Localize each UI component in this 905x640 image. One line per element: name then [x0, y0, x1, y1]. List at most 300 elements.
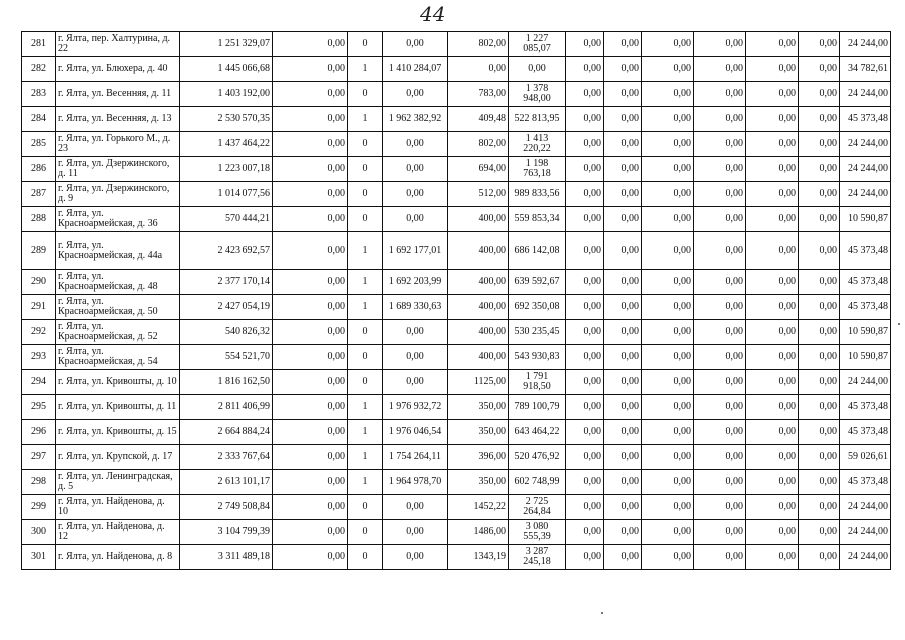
value-cell: 789 100,79: [509, 395, 566, 420]
total-cell: 34 782,61: [840, 57, 891, 82]
table-row: [22, 320, 891, 345]
row-number-cell: 295: [22, 395, 56, 420]
value-cell: 0,00: [604, 395, 642, 420]
value-cell: 0,00: [694, 370, 746, 395]
value-cell: 0,00: [694, 345, 746, 370]
value-cell: 0,00: [273, 270, 348, 295]
value-cell: 0,00: [694, 320, 746, 345]
value-cell: 1 437 464,22: [180, 132, 273, 157]
address-cell: г. Ялта, ул. Весенняя, д. 11: [56, 82, 180, 107]
total-cell: 10 590,87: [840, 345, 891, 370]
table-row: [22, 445, 891, 470]
value-cell: 0,00: [566, 420, 604, 445]
value-cell: 0,00: [746, 232, 799, 270]
row-number-cell: 282: [22, 57, 56, 82]
value-cell: 0,00: [642, 32, 694, 57]
value-cell: 0,00: [604, 445, 642, 470]
value-cell: 0,00: [273, 345, 348, 370]
value-cell: 0,00: [273, 370, 348, 395]
row-number-cell: 281: [22, 32, 56, 57]
value-cell: 0,00: [566, 157, 604, 182]
count-cell: 0: [348, 132, 383, 157]
address-cell: г. Ялта, ул. Кривошты, д. 15: [56, 420, 180, 445]
value-cell: 0,00: [383, 345, 448, 370]
value-cell: 0,00: [383, 207, 448, 232]
value-cell: 0,00: [642, 495, 694, 520]
count-cell: 0: [348, 207, 383, 232]
value-cell: 0,00: [566, 82, 604, 107]
row-number-cell: 294: [22, 370, 56, 395]
value-cell: 2 377 170,14: [180, 270, 273, 295]
value-cell: 0,00: [642, 295, 694, 320]
table-row: [22, 232, 891, 270]
value-cell: 0,00: [799, 132, 840, 157]
value-cell: 0,00: [642, 545, 694, 570]
value-cell: 0,00: [566, 545, 604, 570]
value-cell: 554 521,70: [180, 345, 273, 370]
value-cell: 0,00: [273, 520, 348, 545]
value-cell: 0,00: [642, 395, 694, 420]
value-cell: 570 444,21: [180, 207, 273, 232]
count-cell: 1: [348, 57, 383, 82]
value-cell: 1343,19: [448, 545, 509, 570]
value-cell: 0,00: [799, 320, 840, 345]
value-cell: 0,00: [694, 57, 746, 82]
total-cell: 24 244,00: [840, 495, 891, 520]
value-cell: 540 826,32: [180, 320, 273, 345]
value-cell: 0,00: [509, 57, 566, 82]
value-cell: 543 930,83: [509, 345, 566, 370]
total-cell: 24 244,00: [840, 370, 891, 395]
address-cell: г. Ялта, ул. Найденова, д. 12: [56, 520, 180, 545]
value-cell: 0,00: [383, 132, 448, 157]
address-cell: г. Ялта, ул. Крупской, д. 17: [56, 445, 180, 470]
value-cell: 0,00: [642, 270, 694, 295]
value-cell: 400,00: [448, 232, 509, 270]
value-cell: 0,00: [799, 232, 840, 270]
value-cell: 409,48: [448, 107, 509, 132]
value-cell: 0,00: [566, 520, 604, 545]
value-cell: 0,00: [799, 57, 840, 82]
value-cell: 0,00: [642, 107, 694, 132]
value-cell: 0,00: [799, 270, 840, 295]
value-cell: 0,00: [273, 420, 348, 445]
value-cell: 0,00: [566, 320, 604, 345]
value-cell: 0,00: [746, 32, 799, 57]
row-number-cell: 289: [22, 232, 56, 270]
count-cell: 0: [348, 370, 383, 395]
value-cell: 0,00: [383, 182, 448, 207]
row-number-cell: 288: [22, 207, 56, 232]
count-cell: 1: [348, 107, 383, 132]
value-cell: 0,00: [273, 445, 348, 470]
value-cell: 0,00: [273, 395, 348, 420]
value-cell: 0,00: [383, 370, 448, 395]
address-cell: г. Ялта, ул. Красноармейская, д. 36: [56, 207, 180, 232]
value-cell: 0,00: [383, 157, 448, 182]
value-cell: 0,00: [273, 320, 348, 345]
count-cell: 0: [348, 545, 383, 570]
row-number-cell: 292: [22, 320, 56, 345]
value-cell: 0,00: [746, 207, 799, 232]
value-cell: 1 692 203,99: [383, 270, 448, 295]
table-row: [22, 270, 891, 295]
value-cell: 3 080 555,39: [509, 520, 566, 545]
address-cell: г. Ялта, ул. Красноармейская, д. 44а: [56, 232, 180, 270]
value-cell: 0,00: [273, 157, 348, 182]
table-row: [22, 345, 891, 370]
value-cell: 1 198 763,18: [509, 157, 566, 182]
table-row: [22, 420, 891, 445]
value-cell: 0,00: [799, 182, 840, 207]
value-cell: 0,00: [746, 132, 799, 157]
value-cell: 1 445 066,68: [180, 57, 273, 82]
value-cell: 3 311 489,18: [180, 545, 273, 570]
address-cell: г. Ялта, ул. Красноармейская, д. 48: [56, 270, 180, 295]
count-cell: 1: [348, 395, 383, 420]
value-cell: 0,00: [694, 107, 746, 132]
value-cell: 0,00: [746, 470, 799, 495]
value-cell: 0,00: [273, 32, 348, 57]
value-cell: 0,00: [383, 320, 448, 345]
value-cell: 0,00: [746, 445, 799, 470]
value-cell: 2 333 767,64: [180, 445, 273, 470]
value-cell: 0,00: [799, 420, 840, 445]
row-number-cell: 293: [22, 345, 56, 370]
value-cell: 0,00: [799, 207, 840, 232]
value-cell: 0,00: [604, 157, 642, 182]
value-cell: 3 104 799,39: [180, 520, 273, 545]
value-cell: 0,00: [566, 395, 604, 420]
value-cell: 0,00: [642, 57, 694, 82]
table-row: [22, 370, 891, 395]
value-cell: 0,00: [694, 232, 746, 270]
value-cell: 1 754 264,11: [383, 445, 448, 470]
value-cell: 0,00: [604, 545, 642, 570]
value-cell: 1 964 978,70: [383, 470, 448, 495]
value-cell: 0,00: [694, 445, 746, 470]
value-cell: 0,00: [694, 495, 746, 520]
value-cell: 2 749 508,84: [180, 495, 273, 520]
count-cell: 0: [348, 182, 383, 207]
value-cell: 0,00: [799, 520, 840, 545]
value-cell: 0,00: [642, 207, 694, 232]
value-cell: 0,00: [273, 495, 348, 520]
value-cell: 0,00: [746, 420, 799, 445]
value-cell: 0,00: [642, 520, 694, 545]
value-cell: 0,00: [642, 182, 694, 207]
total-cell: 24 244,00: [840, 545, 891, 570]
value-cell: 0,00: [604, 207, 642, 232]
row-number-cell: 284: [22, 107, 56, 132]
row-number-cell: 300: [22, 520, 56, 545]
count-cell: 1: [348, 270, 383, 295]
total-cell: 24 244,00: [840, 82, 891, 107]
table-row: [22, 545, 891, 570]
value-cell: 0,00: [799, 157, 840, 182]
value-cell: 0,00: [273, 207, 348, 232]
value-cell: 0,00: [694, 270, 746, 295]
table-row: [22, 107, 891, 132]
value-cell: 1 692 177,01: [383, 232, 448, 270]
address-cell: г. Ялта, ул. Красноармейская, д. 54: [56, 345, 180, 370]
value-cell: 686 142,08: [509, 232, 566, 270]
row-number-cell: 287: [22, 182, 56, 207]
value-cell: 1 791 918,50: [509, 370, 566, 395]
total-cell: 45 373,48: [840, 395, 891, 420]
address-cell: г. Ялта, ул. Блюхера, д. 40: [56, 57, 180, 82]
cost-table: [21, 31, 891, 570]
value-cell: 0,00: [566, 107, 604, 132]
value-cell: 694,00: [448, 157, 509, 182]
value-cell: 0,00: [448, 57, 509, 82]
value-cell: 350,00: [448, 420, 509, 445]
value-cell: 0,00: [694, 395, 746, 420]
value-cell: 0,00: [642, 420, 694, 445]
value-cell: 559 853,34: [509, 207, 566, 232]
value-cell: 400,00: [448, 207, 509, 232]
value-cell: 0,00: [694, 470, 746, 495]
value-cell: 0,00: [799, 82, 840, 107]
value-cell: 1 403 192,00: [180, 82, 273, 107]
value-cell: 0,00: [604, 132, 642, 157]
count-cell: 1: [348, 232, 383, 270]
value-cell: 0,00: [604, 270, 642, 295]
value-cell: 0,00: [694, 32, 746, 57]
value-cell: 1 223 007,18: [180, 157, 273, 182]
value-cell: 602 748,99: [509, 470, 566, 495]
value-cell: 0,00: [746, 495, 799, 520]
table-row: [22, 207, 891, 232]
table-row: [22, 495, 891, 520]
value-cell: 0,00: [566, 207, 604, 232]
total-cell: 45 373,48: [840, 420, 891, 445]
value-cell: 0,00: [604, 82, 642, 107]
value-cell: 0,00: [604, 57, 642, 82]
value-cell: 0,00: [799, 295, 840, 320]
total-cell: 45 373,48: [840, 270, 891, 295]
count-cell: 1: [348, 470, 383, 495]
row-number-cell: 283: [22, 82, 56, 107]
value-cell: 0,00: [566, 32, 604, 57]
value-cell: 0,00: [383, 32, 448, 57]
value-cell: 0,00: [746, 345, 799, 370]
table-row: [22, 57, 891, 82]
value-cell: 0,00: [799, 32, 840, 57]
value-cell: 0,00: [694, 82, 746, 107]
value-cell: 1 378 948,00: [509, 82, 566, 107]
value-cell: 0,00: [566, 345, 604, 370]
value-cell: 0,00: [799, 107, 840, 132]
value-cell: 0,00: [694, 295, 746, 320]
count-cell: 0: [348, 520, 383, 545]
address-cell: г. Ялта, ул. Кривошты, д. 11: [56, 395, 180, 420]
value-cell: 0,00: [694, 182, 746, 207]
value-cell: 989 833,56: [509, 182, 566, 207]
value-cell: 0,00: [799, 470, 840, 495]
total-cell: 45 373,48: [840, 295, 891, 320]
value-cell: 0,00: [642, 370, 694, 395]
value-cell: 0,00: [604, 420, 642, 445]
address-cell: г. Ялта, пер. Халтурина, д. 22: [56, 32, 180, 57]
value-cell: 0,00: [566, 132, 604, 157]
table-row: [22, 520, 891, 545]
scan-speck: [601, 612, 603, 614]
value-cell: 400,00: [448, 320, 509, 345]
value-cell: 1 962 382,92: [383, 107, 448, 132]
value-cell: 0,00: [604, 495, 642, 520]
value-cell: 400,00: [448, 270, 509, 295]
table-row: [22, 132, 891, 157]
value-cell: 0,00: [273, 182, 348, 207]
value-cell: 0,00: [273, 57, 348, 82]
value-cell: 0,00: [273, 132, 348, 157]
value-cell: 0,00: [746, 295, 799, 320]
value-cell: 0,00: [746, 545, 799, 570]
value-cell: 3 287 245,18: [509, 545, 566, 570]
value-cell: 0,00: [642, 157, 694, 182]
value-cell: 0,00: [273, 107, 348, 132]
total-cell: 45 373,48: [840, 470, 891, 495]
total-cell: 24 244,00: [840, 32, 891, 57]
address-cell: г. Ялта, ул. Горького М., д. 23: [56, 132, 180, 157]
value-cell: 0,00: [566, 470, 604, 495]
value-cell: 2 725 264,84: [509, 495, 566, 520]
address-cell: г. Ялта, ул. Красноармейская, д. 50: [56, 295, 180, 320]
table-row: [22, 182, 891, 207]
value-cell: 1 410 284,07: [383, 57, 448, 82]
value-cell: 0,00: [604, 470, 642, 495]
value-cell: 0,00: [604, 107, 642, 132]
value-cell: 400,00: [448, 345, 509, 370]
total-cell: 24 244,00: [840, 182, 891, 207]
value-cell: 400,00: [448, 295, 509, 320]
value-cell: 2 613 101,17: [180, 470, 273, 495]
address-cell: г. Ялта, ул. Красноармейская, д. 52: [56, 320, 180, 345]
value-cell: 522 813,95: [509, 107, 566, 132]
value-cell: 0,00: [566, 445, 604, 470]
row-number-cell: 286: [22, 157, 56, 182]
value-cell: 0,00: [273, 82, 348, 107]
address-cell: г. Ялта, ул. Ленинградская, д. 5: [56, 470, 180, 495]
table-row: [22, 32, 891, 57]
value-cell: 0,00: [383, 82, 448, 107]
value-cell: 0,00: [746, 182, 799, 207]
value-cell: 396,00: [448, 445, 509, 470]
value-cell: 802,00: [448, 132, 509, 157]
row-number-cell: 285: [22, 132, 56, 157]
count-cell: 1: [348, 295, 383, 320]
address-cell: г. Ялта, ул. Дзержинского, д. 9: [56, 182, 180, 207]
count-cell: 0: [348, 345, 383, 370]
total-cell: 59 026,61: [840, 445, 891, 470]
value-cell: 0,00: [604, 232, 642, 270]
value-cell: 1 251 329,07: [180, 32, 273, 57]
value-cell: 0,00: [604, 370, 642, 395]
value-cell: 1 976 932,72: [383, 395, 448, 420]
value-cell: 350,00: [448, 395, 509, 420]
total-cell: 45 373,48: [840, 107, 891, 132]
value-cell: 0,00: [799, 495, 840, 520]
value-cell: 2 811 406,99: [180, 395, 273, 420]
value-cell: 0,00: [604, 32, 642, 57]
value-cell: 0,00: [566, 182, 604, 207]
address-cell: г. Ялта, ул. Найденова, д. 10: [56, 495, 180, 520]
table-row: [22, 470, 891, 495]
count-cell: 0: [348, 157, 383, 182]
value-cell: 0,00: [642, 470, 694, 495]
value-cell: 1 227 085,07: [509, 32, 566, 57]
value-cell: 2 664 884,24: [180, 420, 273, 445]
address-cell: г. Ялта, ул. Весенняя, д. 13: [56, 107, 180, 132]
address-cell: г. Ялта, ул. Кривошты, д. 10: [56, 370, 180, 395]
value-cell: 0,00: [566, 495, 604, 520]
row-number-cell: 290: [22, 270, 56, 295]
value-cell: 1 689 330,63: [383, 295, 448, 320]
table-row: [22, 82, 891, 107]
value-cell: 0,00: [799, 545, 840, 570]
value-cell: 2 423 692,57: [180, 232, 273, 270]
row-number-cell: 297: [22, 445, 56, 470]
value-cell: 0,00: [746, 320, 799, 345]
page-number: 44: [420, 2, 446, 26]
value-cell: 0,00: [799, 395, 840, 420]
row-number-cell: 291: [22, 295, 56, 320]
total-cell: 10 590,87: [840, 320, 891, 345]
value-cell: 1452,22: [448, 495, 509, 520]
value-cell: 0,00: [642, 320, 694, 345]
value-cell: 0,00: [566, 57, 604, 82]
value-cell: 0,00: [799, 345, 840, 370]
address-cell: г. Ялта, ул. Найденова, д. 8: [56, 545, 180, 570]
table-row: [22, 295, 891, 320]
value-cell: 692 350,08: [509, 295, 566, 320]
value-cell: 0,00: [383, 520, 448, 545]
value-cell: 0,00: [642, 132, 694, 157]
total-cell: 45 373,48: [840, 232, 891, 270]
value-cell: 0,00: [383, 495, 448, 520]
value-cell: 512,00: [448, 182, 509, 207]
scan-speck: [898, 323, 900, 325]
value-cell: 0,00: [694, 132, 746, 157]
value-cell: 2 427 054,19: [180, 295, 273, 320]
value-cell: 350,00: [448, 470, 509, 495]
value-cell: 0,00: [746, 57, 799, 82]
value-cell: 0,00: [746, 157, 799, 182]
value-cell: 0,00: [604, 182, 642, 207]
value-cell: 0,00: [642, 82, 694, 107]
value-cell: 0,00: [694, 157, 746, 182]
value-cell: 1125,00: [448, 370, 509, 395]
value-cell: 0,00: [273, 545, 348, 570]
value-cell: 0,00: [746, 82, 799, 107]
value-cell: 1 413 220,22: [509, 132, 566, 157]
total-cell: 24 244,00: [840, 520, 891, 545]
table-row: [22, 157, 891, 182]
value-cell: 0,00: [604, 320, 642, 345]
value-cell: 0,00: [746, 370, 799, 395]
value-cell: 1 816 162,50: [180, 370, 273, 395]
value-cell: 0,00: [799, 445, 840, 470]
value-cell: 2 530 570,35: [180, 107, 273, 132]
value-cell: 802,00: [448, 32, 509, 57]
value-cell: 530 235,45: [509, 320, 566, 345]
table-body: [22, 32, 891, 570]
value-cell: 0,00: [604, 520, 642, 545]
value-cell: 0,00: [566, 232, 604, 270]
table-row: [22, 395, 891, 420]
value-cell: 0,00: [799, 370, 840, 395]
